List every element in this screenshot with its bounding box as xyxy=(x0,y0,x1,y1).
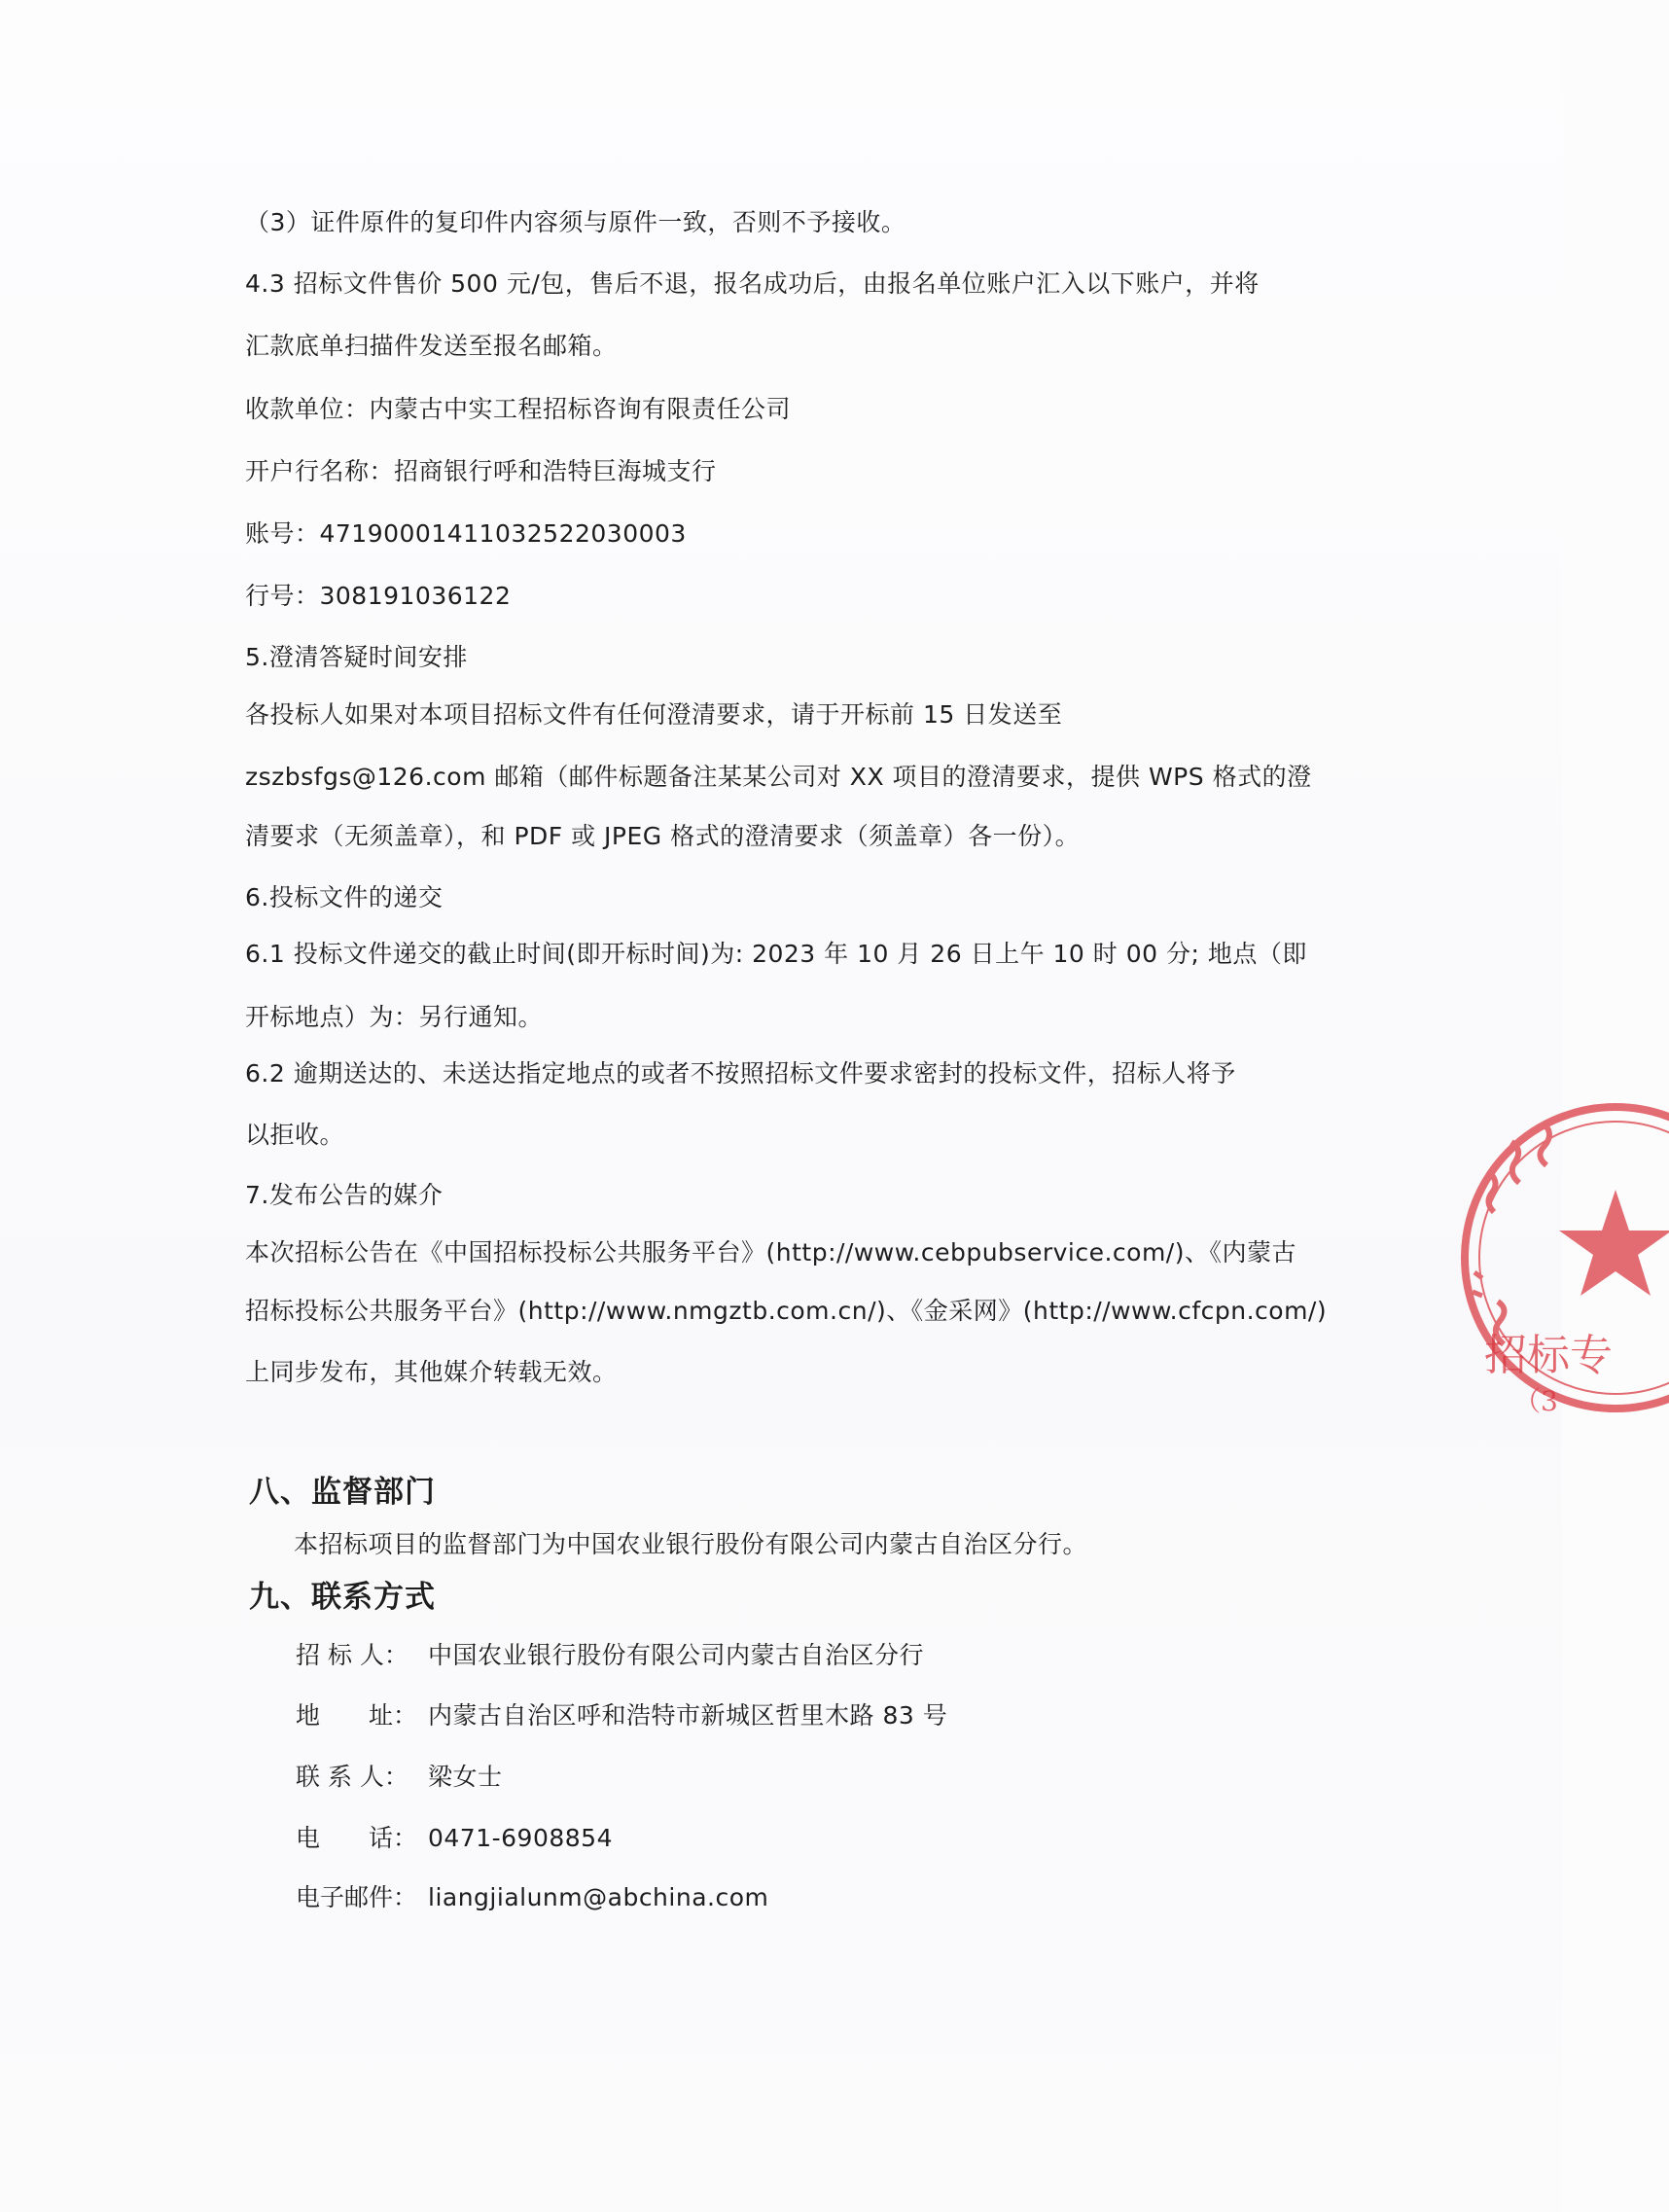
contact-value: liangjialunm@abchina.com xyxy=(428,1883,769,1911)
contact-label: 电子邮件： xyxy=(296,1883,418,1911)
body-line: 各投标人如果对本项目招标文件有任何澄清要求，请于开标前 15 日发送至 xyxy=(245,700,1063,729)
contact-label: 电 话： xyxy=(296,1824,418,1852)
body-line: 6.2 逾期送达的、未送达指定地点的或者不按照招标文件要求密封的投标文件，招标人将予 xyxy=(245,1059,1236,1088)
contact-value: 梁女士 xyxy=(428,1763,503,1791)
contact-value: 中国农业银行股份有限公司内蒙古自治区分行 xyxy=(428,1641,925,1669)
section-heading-supervision: 八、监督部门 xyxy=(249,1475,436,1510)
body-line: 上同步发布，其他媒介转载无效。 xyxy=(245,1358,618,1386)
body-line: 汇款底单扫描件发送至报名邮箱。 xyxy=(245,332,618,360)
body-line: （3）证件原件的复印件内容须与原件一致，否则不予接收。 xyxy=(245,208,906,236)
contact-row-contact-person xyxy=(296,1761,503,1794)
seal-text: 招标专 xyxy=(1484,1331,1613,1380)
contact-row-address xyxy=(296,1699,947,1732)
contact-row-email xyxy=(296,1881,768,1914)
body-line: 6.投标文件的递交 xyxy=(245,883,444,911)
body-line: 以拒收。 xyxy=(245,1121,345,1149)
supervision-text: 本招标项目的监督部门为中国农业银行股份有限公司内蒙古自治区分行。 xyxy=(294,1530,1088,1558)
body-line: 清要求（无须盖章），和 PDF 或 JPEG 格式的澄清要求（须盖章）各一份）。 xyxy=(245,822,1081,850)
section-heading-contact: 九、联系方式 xyxy=(249,1580,436,1615)
contact-value: 内蒙古自治区呼和浩特市新城区哲里木路 83 号 xyxy=(428,1701,948,1730)
body-line: zszbsfgs@126.com 邮箱（邮件标题备注某某公司对 XX 项目的澄清要求，提供 WPS 格式的澄 xyxy=(245,763,1312,791)
body-line: 账号：471900014110325220300​03 xyxy=(245,519,687,548)
seal-number: （3 xyxy=(1513,1385,1558,1417)
body-line: 招标投标公共服务平台》(http://www.nmgztb.com.cn/)、《金采网》(http://www.cfcpn.com/) xyxy=(245,1297,1328,1325)
body-line: 开户行名称：招商银行呼和浩特巨海城支行 xyxy=(245,457,717,485)
body-line: 4.3 招标文件售价 500 元/包，售后不退，报名成功后，由报名单位账户汇入以下账户，并将 xyxy=(245,269,1260,298)
body-line: 收款单位：内蒙古中实工程招标咨询有限责任公司 xyxy=(245,395,792,423)
contact-label: 地 址： xyxy=(296,1701,418,1730)
body-line: 行号：308191036122 xyxy=(245,582,512,610)
body-line: 5.澄清答疑时间安排 xyxy=(245,643,468,671)
official-seal-stamp xyxy=(1455,1097,1669,1418)
contact-label: 联 系 人： xyxy=(296,1763,408,1791)
contact-value: 0471-6908854 xyxy=(428,1824,613,1852)
contact-label: 招 标 人： xyxy=(296,1641,408,1669)
body-line: 7.发布公告的媒介 xyxy=(245,1181,444,1209)
body-line: 6.1 投标文件递交的截止时间(即开标时间)为: 2023 年 10 月 26 日上午 10 时 00 分; 地点（即 xyxy=(245,940,1307,968)
body-line: 本次招标公告在《中国招标投标公共服务平台》(http://www.cebpubservice.com/)、《内蒙古 xyxy=(245,1238,1296,1267)
body-line: 开标地点）为：另行通知。 xyxy=(245,1003,544,1031)
contact-row-phone xyxy=(296,1822,613,1855)
contact-row-tenderer xyxy=(296,1639,924,1672)
